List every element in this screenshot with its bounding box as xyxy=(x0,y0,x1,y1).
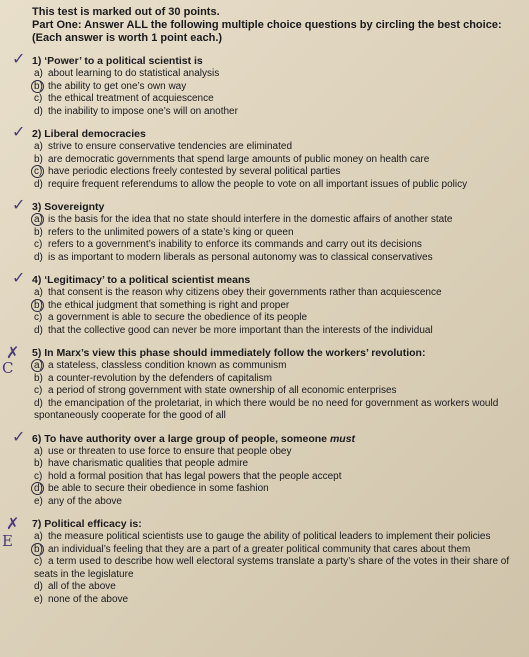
check-mark-icon: ✓ xyxy=(12,195,26,214)
option-c[interactable]: c) the ethical treatment of acquiescence xyxy=(34,93,214,104)
handwritten-answer-letter: C xyxy=(2,359,14,377)
question-2 xyxy=(12,122,519,191)
option-d[interactable]: d) that the collective good can never be more important than the interests of the individual xyxy=(34,324,433,336)
question-title: 1) ‘Power’ to a political scientist is xyxy=(32,55,203,67)
check-mark-icon: ✓ xyxy=(12,49,26,68)
option-e[interactable]: e) any of the above xyxy=(34,495,122,507)
emphasis-must: must xyxy=(329,432,356,445)
option-a[interactable]: a) the measure political scientists use to gauge the ability of political leaders to implement their policies xyxy=(34,531,491,542)
option-b[interactable]: b) have charismatic qualities that people admire xyxy=(34,458,249,469)
check-mark-icon: ✓ xyxy=(12,426,26,446)
cross-mark-icon: ✗ xyxy=(6,343,20,362)
cross-mark-icon: ✗ xyxy=(6,514,20,533)
option-b-circled[interactable]: b) the ability to get one’s own way xyxy=(34,80,187,92)
option-a[interactable]: a) about learning to do statistical analysis xyxy=(34,68,220,79)
option-b[interactable]: b) a counter-revolution by the defenders of capitalism xyxy=(34,372,273,384)
header-line-2: Part One: Answer ALL the following multiple choice questions by circling the best choice: xyxy=(32,19,502,31)
option-a-circled[interactable]: a) is the basis for the idea that no state should interfere in the domestic affairs of another state xyxy=(34,214,453,225)
option-b-circled[interactable]: b) the ethical judgment that something is right and proper xyxy=(34,299,290,311)
question-title: 3) Sovereignty xyxy=(32,201,105,213)
question-4 xyxy=(12,268,519,337)
option-a[interactable]: a) that consent is the reason why citizens obey their governments rather than acquiescence xyxy=(34,287,442,298)
question-title: 5) In Marx’s view this phase should immediately follow the workers’ revolution: xyxy=(32,347,426,359)
option-b[interactable]: b) refers to the unlimited powers of a state’s king or queen xyxy=(34,226,294,238)
option-d[interactable]: d) all of the above xyxy=(34,581,116,592)
question-title: 4) ‘Legitimacy’ to a political scientist means xyxy=(32,274,251,286)
header-line-3: (Each answer is worth 1 point each.) xyxy=(32,32,223,44)
option-c[interactable]: c) a period of strong government with state ownership of all economic enterprises xyxy=(34,385,397,396)
question-title: 6) To have authority over a large group of people, someone must xyxy=(32,432,356,445)
check-mark-icon: ✓ xyxy=(12,268,26,287)
option-d-circled[interactable]: d) be able to secure their obedience in some fashion xyxy=(34,483,269,494)
question-3 xyxy=(12,195,519,264)
question-5 xyxy=(2,343,519,423)
option-c[interactable]: c) a government is able to secure the obedience of its people xyxy=(34,312,308,323)
option-d[interactable]: d) require frequent referendums to allow the people to vote on all important issues of public policy xyxy=(34,178,468,190)
test-header xyxy=(32,6,519,45)
option-d[interactable]: d) the emancipation of the proletariat, in which there would be no need for government as workers would spontaneously cooperate for the good of all xyxy=(34,397,499,421)
option-b-circled[interactable]: b) an individual’s feeling that they are a part of a greater political community that cares about them xyxy=(34,543,471,555)
question-7 xyxy=(2,514,519,606)
header-line-1: This test is marked out of 30 points. xyxy=(32,6,220,18)
option-a-circled[interactable]: a) a stateless, classless condition known as communism xyxy=(34,360,287,371)
option-b[interactable]: b) are democratic governments that spend large amounts of public money on health care xyxy=(34,153,430,165)
handwritten-answer-letter: E xyxy=(2,532,13,550)
option-a[interactable]: a) strive to ensure conservative tendencies are eliminated xyxy=(34,141,293,152)
option-d[interactable]: d) the inability to impose one’s will on another xyxy=(34,105,238,117)
option-c-circled[interactable]: c) have periodic elections freely contested by several political parties xyxy=(34,166,341,177)
option-c[interactable]: c) refers to a government’s inability to enforce its commands and carry out its decisions xyxy=(34,239,422,250)
option-a[interactable]: a) use or threaten to use force to ensure that people obey xyxy=(34,445,292,457)
question-6 xyxy=(12,426,519,509)
question-1 xyxy=(12,49,519,118)
option-c[interactable]: c) a term used to describe how well electoral systems translate a party’s share of the votes in their share of seats in the legislature xyxy=(34,556,510,580)
check-mark-icon: ✓ xyxy=(12,122,26,141)
option-c[interactable]: c) hold a formal position that has legal powers that the people accept xyxy=(34,470,342,482)
question-title: 2) Liberal democracies xyxy=(32,128,146,140)
question-title: 7) Political efficacy is: xyxy=(32,518,142,530)
option-e[interactable]: e) none of the above xyxy=(34,593,129,605)
option-d[interactable]: d) is as important to modern liberals as personal autonomy was to classical conservatives xyxy=(34,251,433,263)
